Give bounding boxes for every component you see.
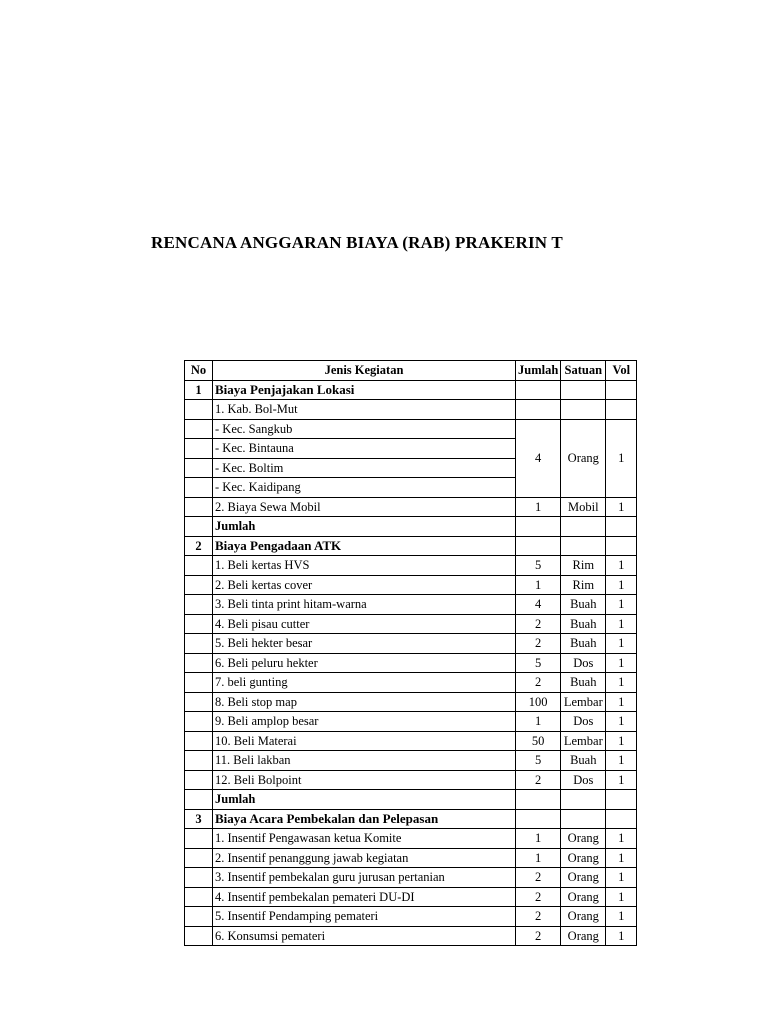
item-no	[185, 829, 213, 849]
item-vol: 1	[606, 673, 637, 693]
item-no	[185, 926, 213, 946]
table-row	[185, 926, 637, 946]
item-vol: 1	[606, 868, 637, 888]
item-jumlah: 50	[516, 731, 561, 751]
total-row	[185, 517, 637, 537]
table-row	[185, 556, 637, 576]
section-title: Biaya Penjajakan Lokasi	[213, 380, 516, 400]
item-jumlah: 2	[516, 907, 561, 927]
header-satuan: Satuan	[561, 361, 606, 381]
total-label: Jumlah	[213, 517, 516, 537]
item-satuan: Orang	[561, 829, 606, 849]
item-satuan: Lembar	[561, 692, 606, 712]
item-label: 2. Beli kertas cover	[213, 575, 516, 595]
item-no	[185, 692, 213, 712]
item-jumlah: 2	[516, 634, 561, 654]
item-jumlah: 100	[516, 692, 561, 712]
total-label: Jumlah	[213, 790, 516, 810]
item-vol: 1	[606, 712, 637, 732]
item-jumlah: 4	[516, 419, 561, 497]
item-label: 9. Beli amplop besar	[213, 712, 516, 732]
table-row	[185, 751, 637, 771]
item-no	[185, 634, 213, 654]
section-title: Biaya Acara Pembekalan dan Pelepasan	[213, 809, 516, 829]
item-no	[185, 673, 213, 693]
item-no	[185, 907, 213, 927]
item-vol: 1	[606, 907, 637, 927]
item-satuan: Orang	[561, 887, 606, 907]
item-jumlah: 2	[516, 868, 561, 888]
table-row	[185, 692, 637, 712]
item-jumlah: 5	[516, 751, 561, 771]
item-label: 10. Beli Materai	[213, 731, 516, 751]
item-label: 1. Insentif Pengawasan ketua Komite	[213, 829, 516, 849]
item-satuan: Orang	[561, 868, 606, 888]
item-jumlah: 1	[516, 848, 561, 868]
table-row	[185, 829, 637, 849]
total-row	[185, 790, 637, 810]
item-jumlah: 1	[516, 712, 561, 732]
item-no	[185, 614, 213, 634]
item-satuan: Rim	[561, 556, 606, 576]
item-no	[185, 731, 213, 751]
item-no	[185, 595, 213, 615]
item-label: 1. Beli kertas HVS	[213, 556, 516, 576]
sub-item-label: - Kec. Bintauna	[213, 439, 516, 459]
page-title: RENCANA ANGGARAN BIAYA (RAB) PRAKERIN T	[151, 233, 563, 252]
rab-table	[184, 360, 637, 946]
item-label: 6. Beli peluru hekter	[213, 653, 516, 673]
item-label: 1. Kab. Bol-Mut	[213, 400, 516, 420]
item-label: 11. Beli lakban	[213, 751, 516, 771]
item-label: 2. Insentif penanggung jawab kegiatan	[213, 848, 516, 868]
item-satuan: Buah	[561, 614, 606, 634]
item-satuan: Lembar	[561, 731, 606, 751]
sub-item-label: - Kec. Kaidipang	[213, 478, 516, 498]
section-title: Biaya Pengadaan ATK	[213, 536, 516, 556]
item-label: 4. Beli pisau cutter	[213, 614, 516, 634]
table-row	[185, 614, 637, 634]
item-vol: 1	[606, 556, 637, 576]
item-label: 12. Beli Bolpoint	[213, 770, 516, 790]
item-vol: 1	[606, 653, 637, 673]
table-row	[185, 907, 637, 927]
table-row	[185, 575, 637, 595]
section-number: 2	[185, 536, 213, 556]
item-satuan: Dos	[561, 653, 606, 673]
section-row	[185, 536, 637, 556]
header-jenis-kegiatan: Jenis Kegiatan	[213, 361, 516, 381]
section-row	[185, 809, 637, 829]
section2-items	[185, 556, 637, 790]
item-vol: 1	[606, 887, 637, 907]
table-row	[185, 868, 637, 888]
header-row	[185, 361, 637, 381]
section-row	[185, 380, 637, 400]
item-label: 3. Beli tinta print hitam-warna	[213, 595, 516, 615]
item-no	[185, 868, 213, 888]
sub-item-label: - Kec. Boltim	[213, 458, 516, 478]
section-number: 3	[185, 809, 213, 829]
item-jumlah: 2	[516, 614, 561, 634]
item-satuan: Orang	[561, 848, 606, 868]
item-label: 5. Insentif Pendamping pemateri	[213, 907, 516, 927]
item-no	[185, 556, 213, 576]
header-vol: Vol	[606, 361, 637, 381]
item-satuan: Orang	[561, 926, 606, 946]
item-satuan: Rim	[561, 575, 606, 595]
item-vol: 1	[606, 419, 637, 497]
table-row	[185, 400, 637, 420]
section3-items	[185, 829, 637, 946]
item-satuan: Mobil	[561, 497, 606, 517]
item-vol: 1	[606, 770, 637, 790]
section-number: 1	[185, 380, 213, 400]
item-jumlah: 5	[516, 556, 561, 576]
item-vol: 1	[606, 848, 637, 868]
item-vol: 1	[606, 751, 637, 771]
item-satuan: Dos	[561, 770, 606, 790]
item-jumlah: 2	[516, 926, 561, 946]
table-row	[185, 848, 637, 868]
item-satuan: Orang	[561, 419, 606, 497]
table-row	[185, 419, 637, 439]
item-label: 6. Konsumsi pemateri	[213, 926, 516, 946]
item-no	[185, 751, 213, 771]
item-jumlah: 2	[516, 887, 561, 907]
item-jumlah: 1	[516, 575, 561, 595]
item-jumlah: 5	[516, 653, 561, 673]
item-label: 8. Beli stop map	[213, 692, 516, 712]
table-row	[185, 595, 637, 615]
item-jumlah: 1	[516, 497, 561, 517]
table-row	[185, 770, 637, 790]
item-vol: 1	[606, 634, 637, 654]
item-satuan: Dos	[561, 712, 606, 732]
item-vol: 1	[606, 575, 637, 595]
item-satuan: Buah	[561, 634, 606, 654]
item-vol: 1	[606, 926, 637, 946]
item-satuan: Orang	[561, 907, 606, 927]
table-row	[185, 653, 637, 673]
item-label: 7. beli gunting	[213, 673, 516, 693]
item-vol: 1	[606, 692, 637, 712]
item-label: 3. Insentif pembekalan guru jurusan pertanian	[213, 868, 516, 888]
item-label: 4. Insentif pembekalan pemateri DU-DI	[213, 887, 516, 907]
item-vol: 1	[606, 829, 637, 849]
item-jumlah: 1	[516, 829, 561, 849]
item-no	[185, 653, 213, 673]
item-no	[185, 712, 213, 732]
header-jumlah: Jumlah	[516, 361, 561, 381]
item-vol: 1	[606, 595, 637, 615]
item-satuan: Buah	[561, 595, 606, 615]
table-row	[185, 712, 637, 732]
item-no	[185, 848, 213, 868]
item-no	[185, 770, 213, 790]
table-row	[185, 887, 637, 907]
table-row	[185, 634, 637, 654]
header-no: No	[185, 361, 213, 381]
item-vol: 1	[606, 614, 637, 634]
item-vol: 1	[606, 731, 637, 751]
item-label: 5. Beli hekter besar	[213, 634, 516, 654]
table-row	[185, 673, 637, 693]
item-satuan: Buah	[561, 673, 606, 693]
sub-item-label: - Kec. Sangkub	[213, 419, 516, 439]
item-label: 2. Biaya Sewa Mobil	[213, 497, 516, 517]
item-satuan: Buah	[561, 751, 606, 771]
table-row	[185, 497, 637, 517]
table-row	[185, 731, 637, 751]
item-vol: 1	[606, 497, 637, 517]
item-jumlah: 2	[516, 770, 561, 790]
item-no	[185, 887, 213, 907]
item-jumlah: 2	[516, 673, 561, 693]
item-jumlah: 4	[516, 595, 561, 615]
item-no	[185, 575, 213, 595]
